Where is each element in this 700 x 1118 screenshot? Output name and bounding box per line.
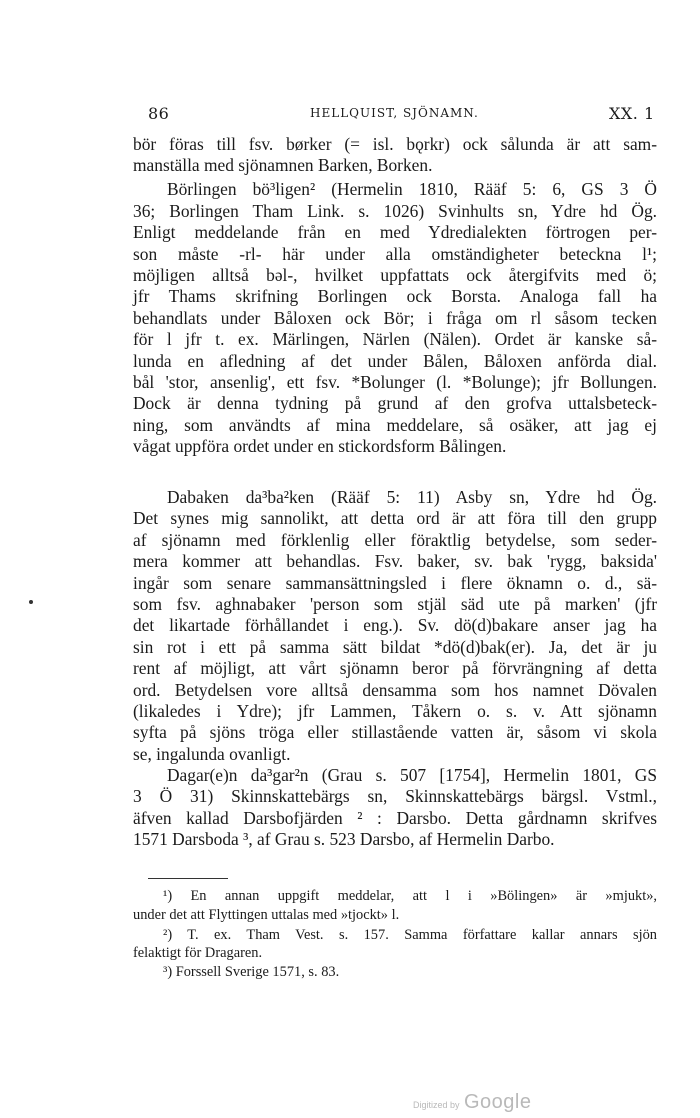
text-line: 3 Ö 31) Skinnskattebärgs sn, Skinnskattebärgs bärgsl. Vstml., [133,786,657,806]
text-line: jfr Thams skrifning Borlingen ock Borsta. Analoga fall ha [133,286,657,306]
text-line: mera kommer att behandlas. Fsv. baker, sv. bak 'rygg, baksida' [133,551,657,571]
text-line: manställa med sjönamnen Barken, Borken. [133,155,433,175]
google-logo: Google [463,1091,532,1113]
text-line: ning, som användts af mina meddelare, så osäker, att jag ej [133,415,657,435]
margin-dot [29,600,33,604]
text-line: Dock är denna tydning på grund af den grofva uttalsbeteck- [133,393,657,413]
footnote-line: under det att Flyttingen uttalas med »tjockt» l. [133,907,400,923]
text-line: det likartade förhållandet i eng.). Sv. dö(d)bakare anser jag ha [133,615,657,635]
footnote-line: ²) T. ex. Tham Vest. s. 157. Samma författare kallar annars sjön [163,927,657,943]
text-line: af sjönamn med förklenlig eller föraktlig betydelse, som seder- [133,530,657,550]
text-line: för l jfr t. ex. Märlingen, Närlen (Nälen). Ordet är kanske så- [133,329,657,349]
footnote-rule [148,878,228,879]
text-line: äfven kallad Darsbofjärden ² : Darsbo. Detta gårdnamn skrifves [133,808,657,828]
text-line: (likaledes i Ydre); jfr Lammen, Tåkern o. s. v. Att sjönamn [133,701,657,721]
text-line: ingår som senare sammansättningsled i flere öknamn o. d., sä- [133,573,657,593]
footnote-line: ³) Forssell Sverige 1571, s. 83. [163,964,340,980]
text-line: son måste -rl- här under alla omständigheter betecknа l¹; [133,244,657,264]
text-line: lunda en afledning af det under Bålen, Båloxen anförda dial. [133,351,657,371]
watermark-prefix: Digitized by [413,1100,460,1110]
text-line: syfta på sjöns tröga eller stillastående vatten är, såsom vi skola [133,722,657,742]
text-line: sin rot i ett på samma sätt bildat *dö(d)bak(er). Ja, det är ju [133,637,657,657]
running-head: HELLQUIST, SJÖNAMN. [310,106,479,120]
text-line: bål 'stor, ansenlig', ett fsv. *Bolunger (l. *Bolunge); jfr Bollungen. [133,372,657,392]
text-line: vågat uppföra ordet under en stickordsform Bålingen. [133,436,507,456]
text-line: ord. Betydelsen vore alltså densamma som hos namnet Dövalen [133,680,657,700]
text-line: bör föras till fsv. børker (= isl. bǫrkr) ock sålunda är att sam- [133,134,657,154]
text-line: se, ingalunda ovanligt. [133,744,291,764]
text-line: 36; Borlingen Tham Link. s. 1026) Svinhults sn, Ydre hd Ög. [133,201,657,221]
text-line: Dagar(e)n da³gar²n (Grau s. 507 [1754], Hermelin 1801, GS [167,765,657,785]
text-line: 1571 Darsboda ³, af Grau s. 523 Darsbo, af Hermelin Darbo. [133,829,555,849]
text-line: möjligen alltså bəl-, hvilket uppfattats ock återgifvits med ö; [133,265,657,285]
text-line: Dabaken da³ba²ken (Rääf 5: 11) Asby sn, Ydre hd Ög. [167,487,657,507]
page-header [0,0,700,123]
footnote-line: ¹) En annan uppgift meddelar, att l i »Bölingen» är »mjukt», [163,888,657,904]
footnote-line: felaktigt för Dragaren. [133,945,263,961]
digitized-watermark [413,1091,531,1114]
text-line: rent af möjligt, att vårt sjönamn beror på förvrängning af detta [133,658,657,678]
text-line: Enligt meddelande från en med Ydredialekten förtrogen per- [133,222,657,242]
text-line: Börlingen bö³ligen² (Hermelin 1810, Rääf 5: 6, GS 3 Ö [167,179,657,199]
text-line: Det synes mig sannolikt, att detta ord är att föra till den grupp [133,508,657,528]
page-number: 86 [148,104,170,123]
section-number: XX. 1 [609,104,655,123]
text-line: som fsv. aghnabaker 'person som stjäl säd ute på marken' (jfr [133,594,657,614]
text-line: behandlats under Båloxen ock Bör; i fråga om rl såsom tecken [133,308,657,328]
